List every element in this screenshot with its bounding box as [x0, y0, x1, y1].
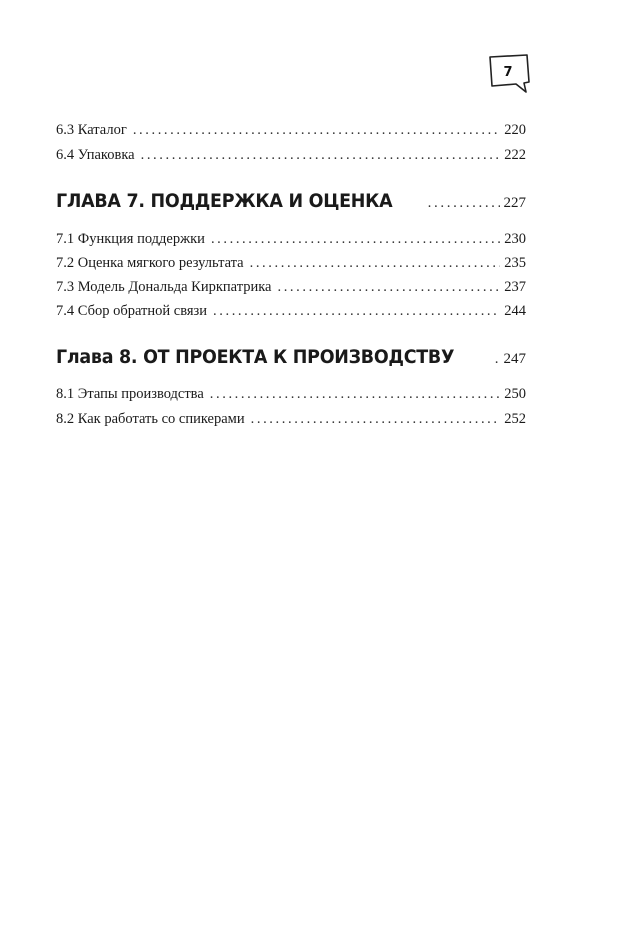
leader-dots: [211, 231, 500, 248]
toc-entry-page: 230: [504, 231, 526, 247]
toc-entry-page: 252: [504, 411, 526, 427]
toc-entry-page: 250: [504, 386, 526, 402]
toc-entry[interactable]: [56, 279, 526, 299]
toc-entry[interactable]: [56, 255, 526, 275]
leader-dots: [133, 122, 500, 139]
toc-entry-title: 8.1 Этапы производства: [56, 386, 204, 402]
chapter-page: 227: [503, 195, 526, 211]
toc-entry-title: 7.2 Оценка мягкого результата: [56, 255, 244, 271]
page-number-badge: [484, 52, 532, 100]
toc-entry-title: 6.4 Упаковка: [56, 147, 135, 163]
toc-entry[interactable]: [56, 147, 526, 167]
toc-entry-page: 222: [504, 147, 526, 163]
leader-dots: [251, 411, 501, 428]
leader-dots: [250, 255, 501, 272]
chapter-page: 247: [503, 351, 526, 367]
leader-dots: [428, 195, 500, 212]
leader-dots: [210, 386, 500, 403]
toc-entry-page: 220: [504, 122, 526, 138]
page-number: 7: [503, 65, 513, 80]
chapter-title: Глава 8. ОТ ПРОЕКТА К ПРОИЗВОДСТВУ: [56, 346, 455, 368]
toc-entry-page: 235: [504, 255, 526, 271]
leader-dots: [277, 279, 500, 296]
leader-dots: [495, 351, 500, 368]
toc-entry-page: 237: [504, 279, 526, 295]
toc-chapter-7[interactable]: [56, 190, 526, 216]
toc-chapter-8[interactable]: [56, 346, 526, 372]
toc-entry[interactable]: [56, 231, 526, 251]
toc-entry-title: 7.3 Модель Дональда Киркпатрика: [56, 279, 272, 295]
toc-entry-title: 6.3 Каталог: [56, 122, 127, 138]
leader-dots: [141, 147, 501, 164]
toc-entry-title: 8.2 Как работать со спикерами: [56, 411, 245, 427]
toc-entry-title: 7.4 Сбор обратной связи: [56, 303, 208, 319]
toc-entry[interactable]: [56, 122, 526, 142]
toc-entry[interactable]: [56, 411, 526, 431]
leader-dots: [213, 303, 500, 320]
toc-entry-title: 7.1 Функция поддержки: [56, 231, 205, 247]
toc-entry[interactable]: [56, 303, 526, 323]
toc-entry-page: 244: [504, 303, 526, 319]
toc-entry[interactable]: [56, 386, 526, 406]
chapter-title: ГЛАВА 7. ПОДДЕРЖКА И ОЦЕНКА: [56, 190, 393, 212]
